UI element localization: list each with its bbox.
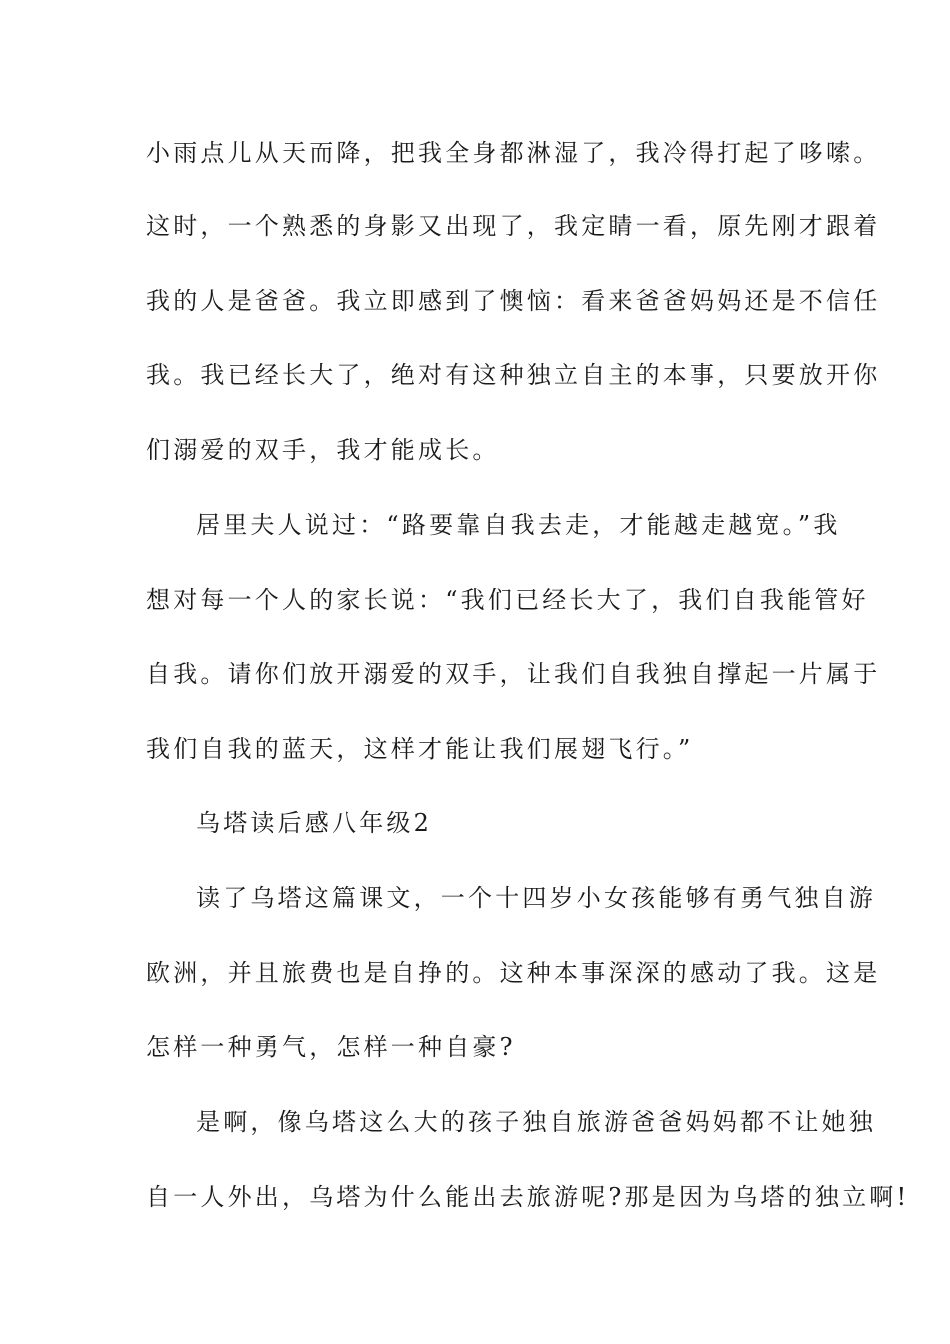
text-line: 想对每一个人的家长说：“我们已经长大了，我们自我能管好 bbox=[146, 586, 869, 614]
text-line: 我。我已经长大了，绝对有这种独立自主的本事，只要放开你 bbox=[146, 361, 881, 389]
section-heading: 乌塔读后感八年级2 bbox=[196, 809, 433, 837]
text-line: 自一人外出，乌塔为什么能出去旅游呢?那是因为乌塔的独立啊! bbox=[146, 1183, 910, 1211]
text-line: 我的人是爸爸。我立即感到了懊恼：看来爸爸妈妈还是不信任 bbox=[146, 287, 881, 315]
text-line: 们溺爱的双手，我才能成长。 bbox=[146, 436, 500, 464]
text-line: 是啊，像乌塔这么大的孩子独自旅游爸爸妈妈都不让她独 bbox=[196, 1108, 876, 1136]
text-line: 小雨点儿从天而降，把我全身都淋湿了，我冷得打起了哆嗦。 bbox=[146, 139, 881, 167]
text-line: 自我。请你们放开溺爱的双手，让我们自我独自撑起一片属于 bbox=[146, 660, 881, 688]
text-line: 我们自我的蓝天，这样才能让我们展翅飞行。” bbox=[146, 735, 694, 763]
text-line: 欧洲，并且旅费也是自挣的。这种本事深深的感动了我。这是 bbox=[146, 959, 881, 987]
text-line: 读了乌塔这篇课文，一个十四岁小女孩能够有勇气独自游 bbox=[196, 884, 876, 912]
text-line: 居里夫人说过：“路要靠自我去走，才能越走越宽。”我 bbox=[196, 511, 841, 539]
text-line: 怎样一种勇气，怎样一种自豪? bbox=[146, 1033, 516, 1061]
text-line: 这时，一个熟悉的身影又出现了，我定睛一看，原先刚才跟着 bbox=[146, 212, 881, 240]
